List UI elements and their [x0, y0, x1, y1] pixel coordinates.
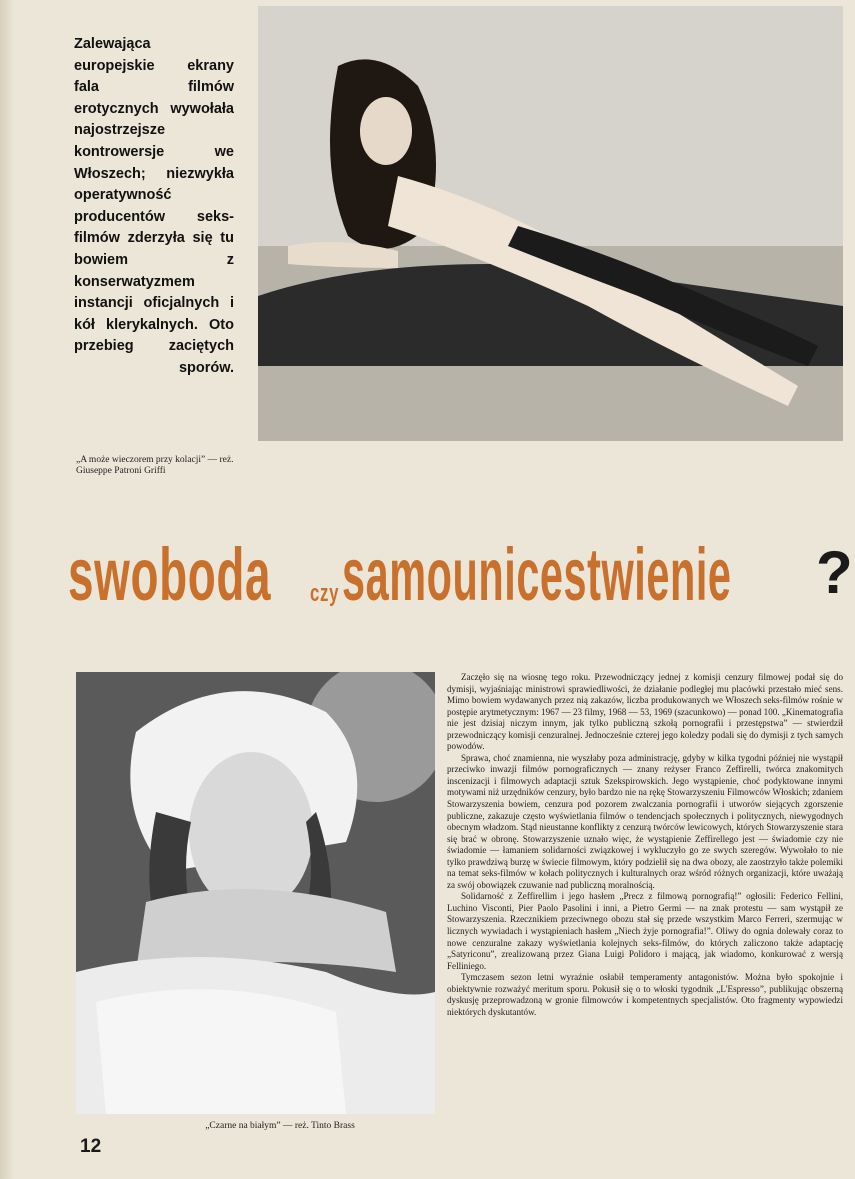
photo-caption-bottom: „Czarne na białym” — reż. Tinto Brass	[205, 1121, 355, 1131]
headline	[60, 532, 853, 632]
page-margin	[0, 0, 14, 1179]
article-paragraph-1: Zaczęło się na wiosnę tego roku. Przewodniczący jednej z komisji cenzury filmowej podał się do dymisji, wyjaśniając ministrowi sprawiedliwości, że działanie podległej mu placówki przestało mieć sens. Mimo bowiem wydawanych przez nią zakazów, liczba produkowanych we Włoszech seks-filmów rośnie w postępie arytmetycznym: 1967 — 23 filmy, 1968 — 53, 1969 (szacunkowo) — ponad 100. „Kinematografia nie jest dzisiaj niczym innym, jak tylko publiczną szkołą pornografii i przestępstwa” — stwierdził przewodniczący komisji cenzuralnej. Jednocześnie czterej jego koledzy podali się do dymisji z tych samych powodów.	[447, 672, 843, 752]
article-paragraph-4: Tymczasem sezon letni wyraźnie osłabił temperamenty antagonistów. Można było spokojnie i obiektywnie rozważyć meritum sporu. Pokusił się o to włoski tygodnik „L'Espresso”, publikując obszerną dyskusję przeprowadzoną w gronie filmowców i kompetentnych specjalistów. Oto fragmenty wypowiedzi niektórych dyskutantów.	[447, 972, 843, 1017]
article-paragraph-2: Sprawa, choć znamienna, nie wyszłaby poza administrację, gdyby w kilka tygodni później nie wystąpił przeciwko inwazji filmów pornograficznych — znany reżyser Franco Zeffirelli, twórca znakomitych inscenizacji i filmowych adaptacji sztuk Szekspirowskich. Jego wystąpienie, choć podyktowane innymi motywami niż urzędników cenzury, było bardzo nie na rękę Stowarzyszeniu Filmowców Włoskich; zdaniem Stowarzyszenia bowiem, cenzura pod pozorem zwalczania pornografii i utworów siejących zgorszenie publiczne, zakazuje często wyświetlania filmów o tendencjach społecznych i politycznych, niewygodnych obecnym władzom. Stąd nieustanne konflikty z cenzurą twórców lewicowych, których Stowarzyszenie stara się brać w obronę. Stowarzyszenie uznało więc, że wystąpienie Zeffirellego jest — świadomie czy nie świadomie — łamaniem solidarności związkowej i wykluczyło go ze swych szeregów. Wywołało to nie tylko prawdziwą burzę w świecie filmowym, który podzielił się na dwa obozy, ale zaostrzyło także polemiki na temat seks-filmów w kołach politycznych i kulturalnych oraz wśród różnych organizacji, które uważają za swój obowiązek czuwanie nad publiczną moralnością.	[447, 752, 843, 890]
headline-connector: czy	[310, 580, 340, 607]
headline-word-samounicestwienie: samounicestwienie	[342, 533, 732, 616]
photo-woman-portrait	[76, 672, 435, 1114]
headline-question-mark: ?	[816, 539, 853, 606]
article-body	[447, 672, 843, 1018]
lead-paragraph: Zalewająca europejskie ekrany fala filmów erotycznych wywołała najostrzejsze kontrowersje we Włoszech; niezwykła operatywność producentów seks-filmów zderzyła się tu bowiem z konserwatyzmem instancji oficjalnych i kół klerykalnych. Oto przebieg zaciętych sporów.	[74, 36, 234, 376]
headline-word-swoboda: swoboda	[68, 533, 272, 616]
photo-woman-portrait-illustration	[76, 672, 435, 1114]
article-paragraph-3: Solidarność z Zeffirellim i jego hasłem „Precz z filmową pornografią!” ogłosili: Federico Fellini, Luchino Visconti, Pier Paolo Pasolini i inni, a Pietro Germi — na znak protestu — sam wystąpił ze Stowarzyszenia. Rzecznikiem przeciwnego obozu stał się przede wszystkim Marco Ferreri, szermując w licznych wywiadach i wystąpieniach hasłem „Niech żyje pornografia!”. Oliwy do ognia dolewały coraz to nowe cenzuralne zakazy wyświetlania kolejnych seks-filmów, do których zaliczono także adaptację „Satyriconu”, zrealizowaną przez Giana Luigi Polidoro i mającą, jak wiadomo, konkurować z wersją Felliniego.	[447, 891, 843, 971]
photo-reclining-woman	[258, 6, 843, 441]
page-number: 12	[80, 1136, 102, 1157]
photo-caption-top: „A może wieczorem przy kolacji” — reż. Giuseppe Patroni Griffi	[76, 455, 234, 476]
photo-reclining-woman-illustration	[258, 6, 843, 441]
